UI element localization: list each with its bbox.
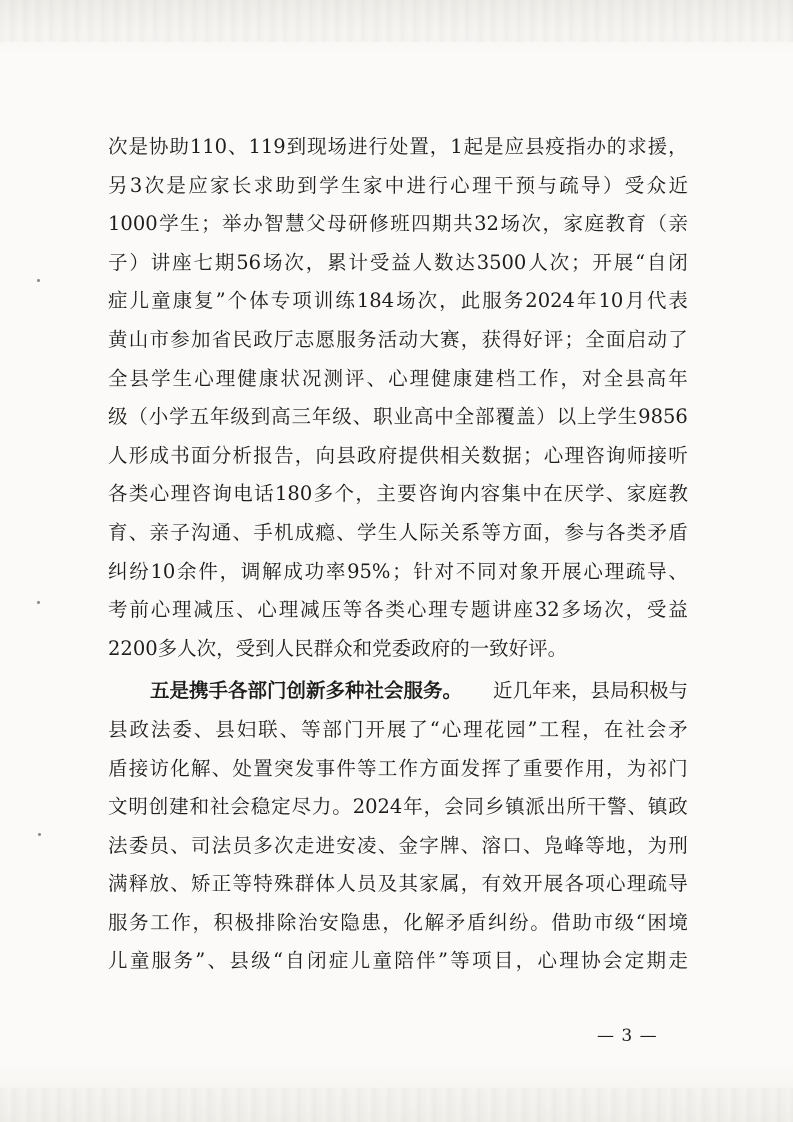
text-line: 级 （ 小 学 五 年 级 到 高 三 年 级 、 职 业 高 中 全 部 覆 盖 ） 以 上 学 生 9856 xyxy=(108,405,688,429)
text-line: 黄 山 市 参 加 省 民 政 厅 志 愿 服 务 活 动 大 赛 ， 获 得 好 评 ； 全 面 启 动 了 xyxy=(108,327,688,351)
text-line: 症 儿 童 康 复 ” 个 体 专 项 训 练 184 场 次 ， 此 服 务 2024 年 10 月 代 表 xyxy=(108,289,688,313)
text-line: 服 务 工 作 ， 积 极 排 除 治 安 隐 患 ， 化 解 矛 盾 纠 纷 。 借 助 市 级 “ 困 境 xyxy=(108,910,688,934)
text-line: 盾 接 访 化 解 、 处 置 突 发 事 件 等 工 作 方 面 发 挥 了 重 要 作 用 ， 为 祁 门 xyxy=(108,756,688,780)
paragraph-1 xyxy=(108,128,688,668)
text-line: 次 是 协 助 110 、 119 到 现 场 进 行 处 置 ， 1 起 是 应 县 疫 指 办 的 求 援 ， xyxy=(108,135,688,158)
text-line: 子 ） 讲 座 七 期 56 场 次 ， 累 计 受 益 人 数 达 3500 人 次 ； 开 展 “ 自 闭 xyxy=(108,250,688,274)
scan-speck xyxy=(37,601,40,604)
text-line: 满 释 放 、 矫 正 等 特 殊 群 体 人 员 及 其 家 属 ， 有 效 开 展 各 项 心 理 疏 导 xyxy=(108,872,688,896)
scan-speck xyxy=(37,279,40,282)
paragraph-2-first-line xyxy=(108,672,688,711)
text-line: 1000 学 生 ； 举 办 智 慧 父 母 研 修 班 四 期 共 32 场 次 ， 家 庭 教 育 （ 亲 xyxy=(108,212,688,236)
text-line: 人 形 成 书 面 分 析 报 告 ， 向 县 政 府 提 供 相 关 数 据 ； 心 理 咨 询 师 接 听 xyxy=(108,443,688,467)
text-line: 儿 童 服 务 ” 、 县 级 “ 自 闭 症 儿 童 陪 伴 ” 等 项 目 ， 心 理 协 会 定 期 走 xyxy=(108,949,688,973)
paragraph-2 xyxy=(108,672,688,981)
text-line: 2200多人次，受到人民群众和党委政府的一致好评。 xyxy=(108,636,568,660)
text-line: 考 前 心 理 减 压 、 心 理 减 压 等 各 类 心 理 专 题 讲 座 32 多 场 次 ， 受 益 xyxy=(108,598,688,622)
scan-top-edge xyxy=(0,0,793,42)
text-line: 育 、 亲 子 沟 通 、 手 机 成 瘾 、 学 生 人 际 关 系 等 方 面 ， 参 与 各 类 矛 盾 xyxy=(108,520,688,544)
text-line: 全 县 学 生 心 理 健 康 状 况 测 评 、 心 理 健 康 建 档 工 作 ， 对 全 县 高 年 xyxy=(108,366,688,390)
scan-bottom-edge xyxy=(0,1088,793,1122)
text-line: 纠 纷 10 余 件 ， 调 解 成 功 率 95% ； 针 对 不 同 对 象 开 展 心 理 疏 导 、 xyxy=(108,559,688,583)
text-line: 文 明 创 建 和 社 会 稳 定 尽 力 。 2024 年 ， 会 同 乡 镇 派 出 所 干 警 、 镇 政 xyxy=(108,795,688,819)
text-span: 近几年来，县局积极与 xyxy=(492,679,688,703)
section-heading: 五是携手各部门创新多种社会服务。 xyxy=(150,679,463,703)
scan-speck xyxy=(38,833,41,836)
text-line: 另 3 次 是 应 家 长 求 助 到 学 生 家 中 进 行 心 理 干 预 与 疏 导 ） 受 众 近 xyxy=(108,173,688,197)
page-number: — 3 — xyxy=(597,1026,658,1046)
text-line: 县 政 法 委 、 县 妇 联 、 等 部 门 开 展 了 “ 心 理 花 园 ” 工 程 ， 在 社 会 矛 xyxy=(108,717,688,741)
body-text xyxy=(108,128,688,981)
text-line: 各 类 心 理 咨 询 电 话 180 多 个 ， 主 要 咨 询 内 容 集 中 在 厌 学 、 家 庭 教 xyxy=(108,482,688,506)
text-line: 法 委 员 、 司 法 员 多 次 走 进 安 凌 、 金 字 牌 、 溶 口 、 凫 峰 等 地 ， 为 刑 xyxy=(108,833,688,857)
